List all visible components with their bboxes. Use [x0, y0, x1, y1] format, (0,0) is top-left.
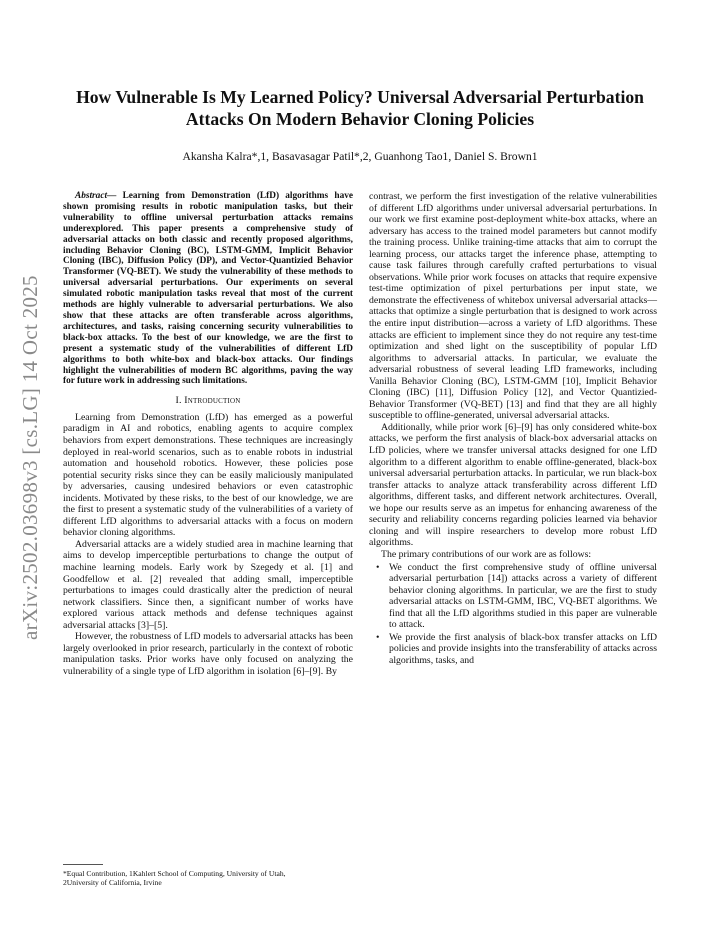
abstract-text: — Learning from Demonstration (LfD) algorithms have shown promising results in robotic manipulation tasks, but their vulnerability to offline universal perturbation attacks remains underexplored. This paper presents a comprehensive study of adversarial attacks on both classic and recently proposed algorithms, including Behavior Cloning (BC), LSTM-GMM, Implicit Behavior Cloning (IBC), Diffusion Policy (DP), and Vector-Quantizied Behavior Transformer (VQ-BET). We study the vulnerability of these methods to universal adversarial perturbations. Our experiments on several simulated robotic manipulation tasks reveal that most of the current methods are highly vulnerable to adversarial perturbations. We also show that these attacks are often transferable across algorithms, architectures, and tasks, raising concerning security vulnerabilities to black-box attacks. To the best of our knowledge, we are the first to present a systematic study of the vulnerabilities of different LfD algorithms to both white-box and black-box attacks. Our findings highlight the vulnerabilities of modern BC algorithms, paving the way for future work in addressing such limitations. — [63, 191, 353, 387]
footnote-line-2: 2University of California, Irvine — [63, 878, 162, 888]
intro-paragraph-4: contrast, we perform the first investigation of the relative vulnerabilities of different LfD algorithms under universal adversarial perturbations. In our work we first examine post-deployment white-box attacks, where an adversary has access to the trained model parameters but cannot modify the training process. Unlike training-time attacks that aim to corrupt the learning process, our attacks target the inference phase, attempting to cause task failures through carefully crafted perturbations to visual observations. While prior work focuses on attacks that require expensive test-time optimization of pixel perturbations per input state, we demonstrate the effectiveness of whitebox universal adversarial attacks—attacks that optimize a single perturbation that is designed to work across the entire input distribution—across a variety of LfD algorithms. These attacks are efficient to implement since they do not require any test-time optimization and shed light on the susceptibility of popular LfD algorithms to adversarial attacks. In particular, we evaluate the adversarial robustness of several leading LfD frameworks, including Vanilla Behavior Cloning (BC), LSTM-GMM [10], Implicit Behavior Cloning (IBC) [11], Diffusion Policy [12], and Vector Quantizied-Behavior Transformer (VQ-BET) [13] and find that they are all highly susceptible to offline-generated, universal adversarial attacks. — [369, 191, 657, 422]
left-column — [63, 191, 353, 677]
abstract — [63, 191, 353, 387]
contributions-intro: The primary contributions of our work are as follows: — [381, 548, 592, 560]
intro-paragraph-2: Adversarial attacks are a widely studied area in machine learning that aims to develop imperceptible perturbations to change the output of machine learning models. Early work by Szegedy et al. [1] and Goodfellow et al. [2] revealed that adding small, imperceptible perturbations to images could drastically alter the prediction of neural network classifiers. Since then, a significant number of works have explored various attack methods and defense techniques against adversarial attacks [3]–[5]. — [63, 538, 353, 631]
contribution-item: • We provide the first analysis of black-box transfer attacks on LfD policies and provide insights into the transferability of attacks across algorithms, tasks, and — [389, 632, 657, 667]
intro-paragraph-1: Learning from Demonstration (LfD) has emerged as a powerful paradigm in AI and robotics, enabling agents to acquire complex behaviors from expert demonstrations. These techniques are increasingly deployed in real-world scenarios, such as to enable robots in industrial automation and household robotics. However, these policies pose potential security risks since they can be easily maliciously manipulated by adversaries, causing undesired behaviors or even catastrophic incidents. Motivated by these risks, to the best of our knowledge, we are the first to present a systematic study of the vulnerabilities of a variety of different LfD algorithms to adversarial attacks with a focus on modern behavior cloning algorithms. — [63, 411, 353, 539]
footnote-line-1: *Equal Contribution, 1Kahlert School of Computing, University of Utah, — [63, 869, 286, 878]
abstract-label: Abstract — [75, 191, 108, 201]
intro-paragraph-3: However, the robustness of LfD models to adversarial attacks has been largely overlooked in prior research, particularly in the context of robotic manipulation tasks. Prior works have only focused on analyzing the vulnerability of a single type of LfD algorithm in isolation [6]–[9]. By — [63, 631, 353, 677]
paper-title: How Vulnerable Is My Learned Policy? Universal Adversarial Perturbation Attacks On Modern Behavior Cloning Policies — [76, 87, 644, 129]
author-list: Akansha Kalra*,1, Basavasagar Patil*,2, Guanhong Tao1, Daniel S. Brown1 — [182, 150, 538, 163]
footnote — [63, 869, 353, 887]
section-heading-introduction: I. Introduction — [175, 395, 241, 407]
contribution-item: • We conduct the first comprehensive study of offline universal adversarial perturbation [14]) attacks across a variety of different behavior cloning algorithms. In particular, we are the first to study adversarial attacks on LSTM-GMM, IBC, VQ-BET algorithms. We find that all the LfD algorithms studied in this paper are vulnerable to attack. — [389, 562, 657, 631]
footnote-rule — [63, 864, 103, 865]
right-column — [369, 191, 657, 667]
intro-paragraph-5: Additionally, while prior work [6]–[9] has only considered white-box attacks, we perform the first analysis of black-box adversarial attacks on LfD policies, where we transfer universal attacks designed for one LfD algorithm to a different algorithm to enable offline-generated, black-box universal adversarial perturbation attacks. In particular, we run black-box transfer attacks to analyze attack transferability across different LfD algorithms, different tasks, and different network architectures. Overall, we hope our results serve as an impetus for enhancing awareness of the security and reliability concerns regarding policies learned via behavior cloning and will inspire researchers to develop more robust LfD algorithms. — [369, 421, 657, 549]
contributions-list — [369, 562, 657, 667]
arxiv-stamp: arXiv:2502.03698v3 [cs.LG] 14 Oct 2025 — [18, 275, 42, 640]
